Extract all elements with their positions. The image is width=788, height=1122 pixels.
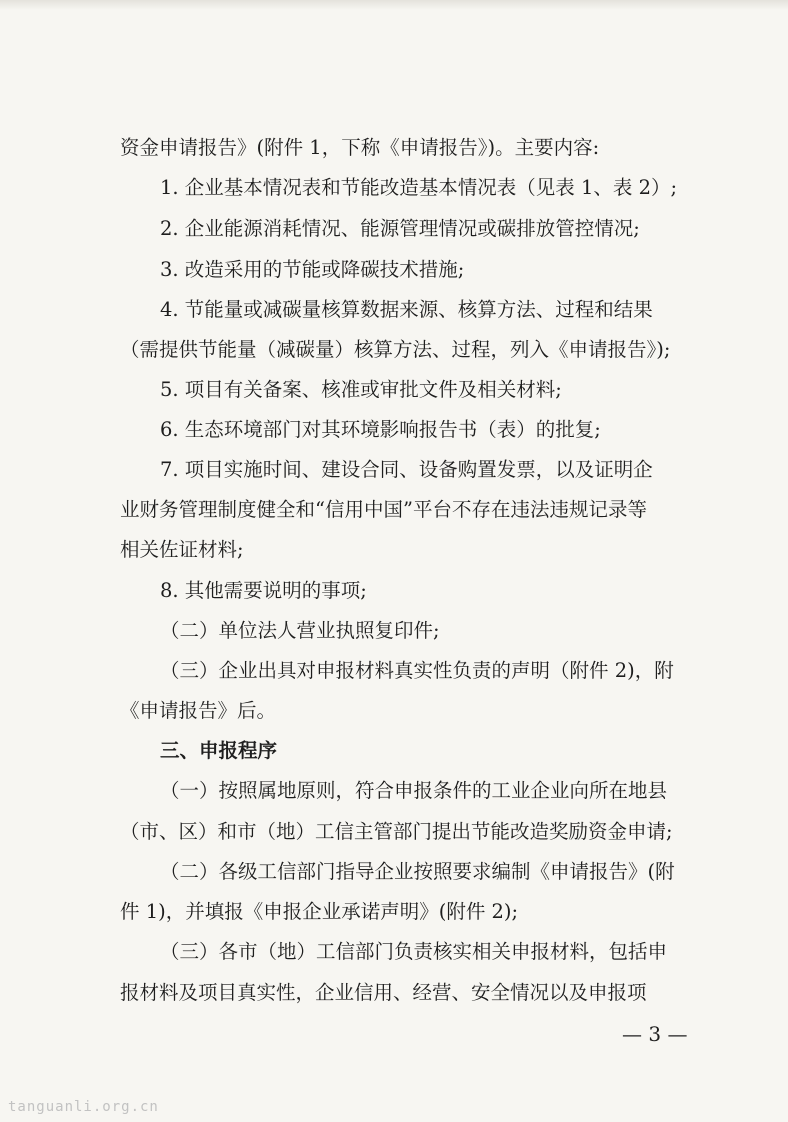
section-heading: 三、申报程序 — [160, 739, 278, 762]
text-line: 2. 企业能源消耗情况、能源管理情况或碳排放管控情况; — [160, 217, 640, 240]
text-line: （二）各级工信部门指导企业按照要求编制《申请报告》(附 — [160, 860, 675, 883]
text-line: 7. 项目实施时间、建设合同、设备购置发票，以及证明企 — [160, 458, 653, 481]
text-line: （二）单位法人营业执照复印件; — [160, 619, 440, 642]
text-line: 5. 项目有关备案、核准或审批文件及相关材料; — [160, 378, 562, 401]
text-line: 6. 生态环境部门对其环境影响报告书（表）的批复; — [160, 418, 601, 441]
text-line: 4. 节能量或减碳量核算数据来源、核算方法、过程和结果 — [160, 298, 653, 321]
text-line: 件 1)，并填报《申报企业承诺声明》(附件 2); — [120, 900, 519, 923]
text-line: 1. 企业基本情况表和节能改造基本情况表（见表 1、表 2）; — [160, 176, 678, 199]
text-line: 8. 其他需要说明的事项; — [160, 579, 367, 602]
text-line: （一）按照属地原则，符合申报条件的工业企业向所在地县 — [160, 779, 668, 802]
page-number: — 3 — — [622, 1022, 688, 1046]
text-line: 资金申请报告》(附件 1，下称《申请报告》)。主要内容: — [120, 136, 600, 159]
text-line: （需提供节能量（减碳量）核算方法、过程，列入《申请报告》); — [120, 338, 671, 361]
text-line: 《申请报告》后。 — [120, 699, 277, 722]
scan-top-edge — [0, 0, 788, 10]
watermark: tanguanli.org.cn — [8, 1099, 159, 1115]
text-line: 报材料及项目真实性，企业信用、经营、安全情况以及申报项 — [120, 981, 647, 1004]
text-line: （市、区）和市（地）工信主管部门提出节能改造奖励资金申请; — [120, 820, 673, 843]
text-line: 相关佐证材料; — [120, 538, 244, 561]
text-line: （三）企业出具对申报材料真实性负责的声明（附件 2)，附 — [160, 659, 674, 682]
text-line: 3. 改造采用的节能或降碳技术措施; — [160, 258, 465, 281]
text-line: 业财务管理制度健全和“信用中国”平台不存在违法违规记录等 — [120, 498, 647, 521]
text-line: （三）各市（地）工信部门负责核实相关申报材料，包括申 — [160, 940, 668, 963]
